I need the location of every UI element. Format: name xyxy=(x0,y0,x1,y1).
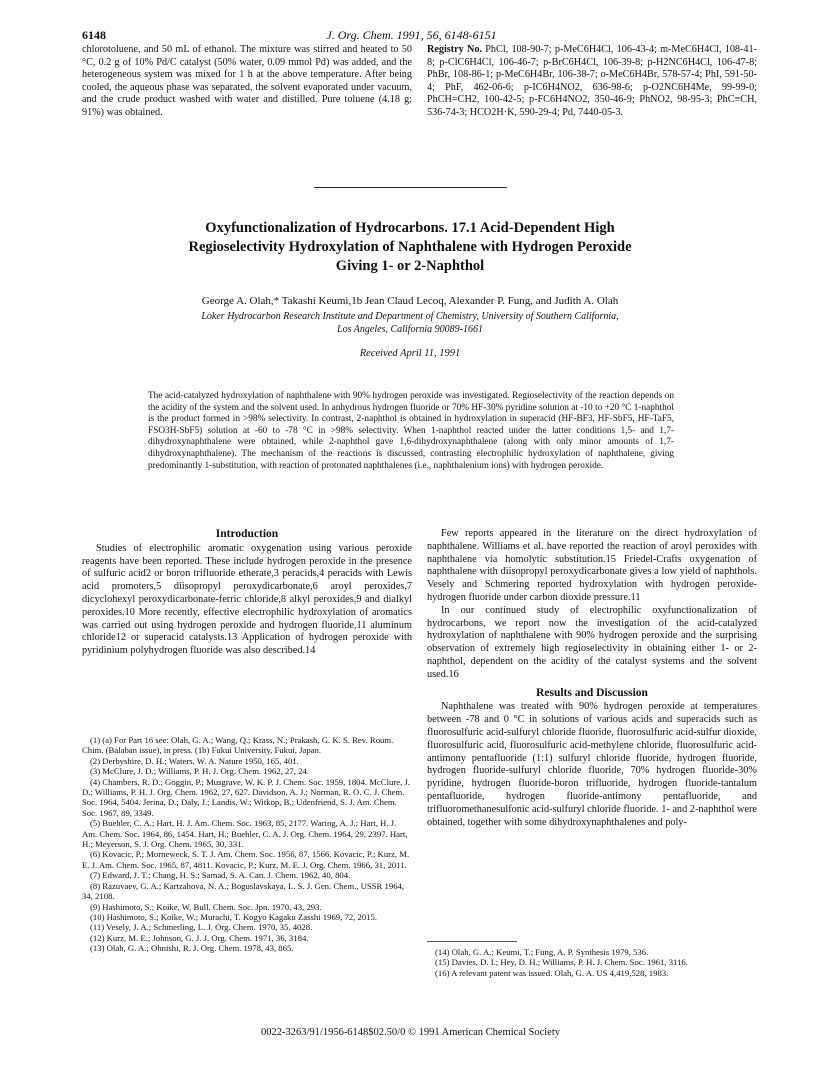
received-date: Received April 11, 1991 xyxy=(359,348,461,359)
footnote: (14) Olah, G. A.; Keumi, T.; Fung, A. P. Synthesis 1979, 536. xyxy=(435,947,649,957)
affiliation-line-2: Los Angeles, California 90089-1661 xyxy=(337,323,483,335)
footnote: (16) A relevant patent was issued. Olah, G. A. US 4,419,528, 1983. xyxy=(435,967,669,978)
footnote: (10) Hashimoto, S.; Koike, W.; Murachi, T. Kogyo Kagaku Zasshi 1969, 72, 2015. xyxy=(90,911,378,922)
footnote: (7) Edward, J. T.; Chang, H. S.; Samad, S. A. Can. J. Chem. 1962, 40, 804. xyxy=(90,870,351,881)
registry-numbers xyxy=(427,44,757,120)
registry-text: PhCl, 108-90-7; p-MeC6H4Cl, 106-43-4; m-MeC6H4Cl, 108-41-8; p-ClC6H4Cl, 106-46-7; p-BrC6H4Cl, 106-39-8; p-H2NC6H4Cl, 106-47-8; PhBr, 108-86-1; p-MeC6H4Br, 106-38-7; o-MeC6H4Br, 578-57-4; PhI, 591-50-4; PhF, 462-06-6; p-IC6H4NO2, 636-98-6; p-O2NC6H4Me, 99-99-0; PhCH=CH2, 100-42-5; p-FC6H4NO2, 350-46-9; PhNO2, 98-95-3; PhC≡CH, 536-74-3; HCO2H·K, 590-29-4; Pd, 7440-05-3. xyxy=(427,44,757,118)
article-title-line-1: Oxyfunctionalization of Hydrocarbons. 17.1 Acid-Dependent High xyxy=(205,220,615,236)
footnote: (3) McClure, J. D.; Williams, P. H. J. Org. Chem. 1962, 27, 24. xyxy=(90,766,309,777)
journal-citation: J. Org. Chem. 1991, 56, 6148-6151 xyxy=(326,28,497,42)
previous-article-tail: chlorotoluene, and 50 mL of ethanol. The mixture was stirred and heated to 50 °C, 0.2 g of 10% Pd/C catalyst (50% water, 0.09 mmol Pd) was added, and the heterogeneous system was mixed for 1 h at the above temperature. After being cooled, the aqueous phase was separated, the solvent evaporated under vacuum, and the crude product washed with water and distilled. Pure toluene (4.18 g; 91%) was obtained. xyxy=(82,44,412,118)
footnotes-left xyxy=(82,735,412,954)
author-list: George A. Olah,* Takashi Keumi,1b Jean Claud Lecoq, Alexander P. Fung, and Judith A. Olah xyxy=(201,295,619,307)
body-paragraph: In our continued study of electrophilic oxyfunctionalization of hydrocarbons, we report now the investigation of the acid-catalyzed hydroxylation of naphthalene with 90% hydrogen peroxide and the surprising observation of extremely high regioselectivity in obtaining either 1- or 2-naphthol, dependent on the acidity of the catalyst systems and the solvent used.16 xyxy=(427,604,757,680)
article-header xyxy=(60,219,760,359)
left-body-column xyxy=(82,528,412,658)
introduction-paragraph: Studies of electrophilic aromatic oxygenation using various peroxide reagents have been reported. These include hydrogen peroxide in the presence of sulfuric acid2 or boron trifluoride etherate,3 peracids,4 peracids with Lewis acid promoters,5 diisopropyl peroxydicarbonate,6 aroyl peroxides,7 dicyclohexyl peroxydicarbonate-ferric chloride,8 alkyl peroxides,9 and dialkyl peroxides.10 More recently, effective electrophilic hydroxylation of aromatics was carried out using hydrogen peroxide and hydrogen fluoride,11 aluminum chloride12 or superacid catalysts.13 Application of hydrogen peroxide with pyridinium polyhydrogen fluoride was also described.14 xyxy=(82,542,412,657)
footnote: (5) Buehler, C. A.; Hart, H. J. Am. Chem. Soc. 1963, 85, 2177. Waring, A. J.; Hart, H. J. Am. Chem. Soc. 1964, 86, 1454. Hart, H.; Buehler, C. A. J. Org. Chem. 1964, 29, 2397. Hart, H.; Meyerson, S. J. Org. Chem. 1965, 30, 331. xyxy=(82,818,408,850)
right-body-column xyxy=(427,528,757,829)
copyright-footer: 0022-3263/91/1956-6148$02.50/0 © 1991 American Chemical Society xyxy=(260,1027,561,1038)
affiliation-line-1: Loker Hydrocarbon Research Institute and Department of Chemistry, University of Southern California, xyxy=(201,311,619,322)
footnote: (4) Chambers, R. D.; Goggin, P.; Musgrave, W. K. P. J. Chem. Soc. 1959, 1804. McClure, J. D.; Williams, P. H. J. Org. Chem. 1962, 27, 627. Davidson, A. J.; Norman, R. O. C. J. Chem. Soc. 1964, 5404. Jerina, D.; Daly, J.; Landis, W.; Witkop, B.; Udenfriend, S. J. Am. Chem. Soc. 1967, 89, 3349. xyxy=(82,776,410,818)
footnote: (9) Hashimoto, S.; Koike, W. Bull. Chem. Soc. Jpn. 1970, 43, 293. xyxy=(90,901,322,912)
footnote: (6) Kovacic, P.; Morneweck, S. T. J. Am. Chem. Soc. 1956, 87, 1566. Kovacic, P.; Kurz, M. E. J. Am. Chem. Soc. 1965, 87, 4811. Kovacic, P.; Kurz, M. E. J. Org. Chem. 1966, 31, 2011. xyxy=(82,849,410,870)
running-header xyxy=(82,28,741,44)
introduction-heading: Introduction xyxy=(215,528,279,540)
footnote: (13) Olah, G. A.; Ohnishi, R. J. Org. Chem. 1978, 43, 865. xyxy=(90,943,294,954)
footnote: (15) Davies, D. I.; Hey, D. H.; Williams, P. H. J. Chem. Soc. 1961, 3116. xyxy=(435,957,688,968)
footnote: (2) Derbyshire, D. H.; Waters, W. A. Nature 1950, 165, 401. xyxy=(90,755,299,766)
footnote: (8) Razuvaev, G. A.; Kartzahova, N. A.; Boguslavskaya, L. S. J. Gen. Chem., USSR 1964, 34, 2108. xyxy=(82,880,405,902)
body-paragraph: Few reports appeared in the literature on the direct hydroxylation of naphthalene. Williams et al. have reported the reaction of aroyl peroxides with naphthalene via homolytic substitution.15 Friedel-Crafts oxygenation of naphthalene with diisopropyl peroxydicarbonate gives a low yield of naphthols. Vesely and Schmering reported hydroxylation with hydrogen peroxide-hydrogen fluoride under carbon dioxide pressure.11 xyxy=(427,528,757,603)
results-paragraph: Naphthalene was treated with 90% hydrogen peroxide at temperatures between -78 and 0 °C in solutions of various acids and superacids such as fluorosulfuric acid-sulfuryl chloride fluoride, fluorosulfuric acid-sulfur dioxide, fluorosulfuric acid, fluorosulfuric acid-methylene chloride, fluorosulfuric acid-antimony pentafluoride (1:1) sulfuryl chloride fluoride, hydrogen fluoride, hydrogen fluoride-sulfuryl chloride fluoride, 70% hydrogen fluoride-30% pyridine, hydrogen fluoride-boron trifluoride, hydrogen fluoride-tantalum pentafluoride, hydrogen fluoride-antimony pentafluoride, and trifluoromethanesulfonic acid-sulfuryl chloride fluoride. 1- and 2-naphthol were obtained, together with some dihydroxynaphthalenes and poly- xyxy=(427,701,757,828)
footnotes-right xyxy=(427,947,757,978)
footnote: (12) Kurz, M. E.; Johnson, G. J. J. Org. Chem. 1971, 36, 3184. xyxy=(90,932,309,943)
footnote: (1) (a) For Part 16 see: Olah, G. A.; Wang, Q.; Krass, N.; Prakash, G. K. S. Rev. Roum. Chim. (Balaban issue), in press. (1b) Fukui University, Fukui, Japan. xyxy=(82,735,394,756)
registry-label: Registry No. xyxy=(427,44,483,55)
article-title-line-2: Regioselectivity Hydroxylation of Naphthalene with Hydrogen Peroxide xyxy=(188,239,632,255)
page-number: 6148 xyxy=(82,28,106,42)
article-separator-rule xyxy=(314,187,507,188)
abstract: The acid-catalyzed hydroxylation of naphthalene with 90% hydrogen peroxide was investigated. Regioselectivity of the reaction depends on the acidity of the system and the solvent used. In anhydrous hydrogen fluoride or 70% HF-30% pyridine solution at -10 to +20 °C 1-naphthol is the product formed in >98% selectivity. In contrast, 2-naphthol is obtained in hydroxylation in superacid (HF-BF3, HF-SbF5, HF-TaF5, FSO3H-SbF5) solution at -60 to -78 °C in >98% selectivity. When 1-naphthol reacted under the latter conditions 1,5- and 1,7-dihydroxynaphthalene were obtained, while 2-naphthol gave 1,6-dihydroxynaphthalene (along with only minor amounts of 1,7-dihydroxynaphthalene). The mechanism of the reactions is discussed, contrasting electrophilic hydroxylation of naphthalene, giving predominantly 1-substitution, with reaction of protonated naphthalenes (i.e., naphthalenium ions) with hydrogen peroxide. xyxy=(148,391,674,471)
article-title-line-3: Giving 1- or 2-Naphthol xyxy=(335,258,485,274)
footnote-divider xyxy=(427,941,517,942)
footnote: (11) Vesely, J. A.; Schmerling, L. J. Org. Chem. 1970, 35, 4028. xyxy=(90,922,313,933)
results-heading: Results and Discussion xyxy=(536,686,648,699)
